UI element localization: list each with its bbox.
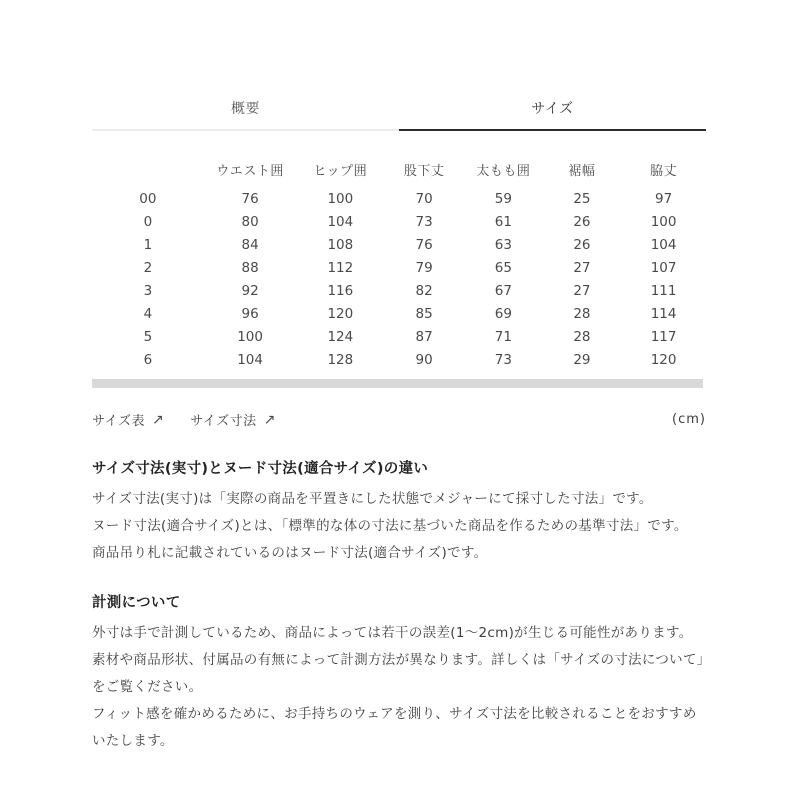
table-row xyxy=(92,325,706,348)
cell: 104 xyxy=(237,351,263,368)
size-label: 2 xyxy=(143,259,153,276)
cell: 28 xyxy=(573,305,591,322)
cell: 70 xyxy=(415,190,433,207)
cell: 26 xyxy=(573,236,591,253)
section-paragraph: ヌード寸法(適合サイズ)とは、「標準的な体の寸法に基づいた商品を作るための基準寸法」です。 xyxy=(92,518,688,534)
size-measure-link-label: サイズ寸法 xyxy=(190,414,257,429)
cell: 116 xyxy=(327,282,354,299)
section-heading: 計測について xyxy=(92,595,181,611)
cell: 100 xyxy=(327,190,354,207)
cell: 100 xyxy=(650,213,677,230)
external-link-arrow-icon: ↗ xyxy=(151,411,165,428)
cell: 71 xyxy=(494,328,512,345)
cell: 76 xyxy=(415,236,433,253)
cell: 65 xyxy=(494,259,512,276)
cell: 26 xyxy=(573,213,591,230)
cell: 104 xyxy=(327,213,354,230)
tab-bar xyxy=(92,100,706,131)
section-heading: サイズ寸法(実寸)とヌード寸法(適合サイズ)の違い xyxy=(92,461,429,477)
size-label: 4 xyxy=(143,305,153,322)
section-paragraph: サイズ寸法(実寸)は「実際の商品を平置きにした状態でメジャーにて採寸した寸法」です。 xyxy=(92,491,653,507)
cell: 108 xyxy=(327,236,354,253)
section-size-difference xyxy=(92,459,706,567)
cell: 87 xyxy=(415,328,433,345)
cell: 73 xyxy=(415,213,433,230)
table-row xyxy=(92,256,706,279)
table-horizontal-scrollbar[interactable] xyxy=(92,379,703,388)
cell: 124 xyxy=(327,328,354,345)
cell: 128 xyxy=(327,351,354,368)
cell: 59 xyxy=(494,190,512,207)
cell: 88 xyxy=(241,259,259,276)
cell: 82 xyxy=(415,282,433,299)
cell: 79 xyxy=(415,259,433,276)
table-header-row xyxy=(92,151,706,187)
cell: 120 xyxy=(650,351,677,368)
tab-size[interactable]: サイズ xyxy=(399,100,706,131)
size-label: 00 xyxy=(139,190,157,207)
cell: 85 xyxy=(415,305,433,322)
cell: 76 xyxy=(241,190,259,207)
inseam-column-header: 股下丈 xyxy=(403,163,445,179)
table-row xyxy=(92,210,706,233)
cell: 27 xyxy=(573,282,591,299)
table-row xyxy=(92,348,706,371)
waist-column-header: ウエスト囲 xyxy=(216,163,284,179)
cell: 107 xyxy=(650,259,677,276)
section-measurement xyxy=(92,593,706,755)
unit-label: (cm) xyxy=(672,412,706,427)
cell: 112 xyxy=(327,259,354,276)
cell: 67 xyxy=(494,282,512,299)
section-paragraph: フィット感を確かめるために、お手持ちのウェアを測り、サイズ寸法を比較されることをおすすめいたします。 xyxy=(92,706,697,749)
cell: 29 xyxy=(573,351,591,368)
cell: 120 xyxy=(327,305,354,322)
size-chart-link[interactable] xyxy=(92,410,164,429)
tab-overview[interactable]: 概要 xyxy=(92,100,399,131)
table-row xyxy=(92,279,706,302)
external-link-arrow-icon: ↗ xyxy=(263,411,276,428)
cell: 80 xyxy=(241,213,259,230)
thigh-column-header: 太もも囲 xyxy=(476,163,531,179)
cell: 63 xyxy=(494,236,512,253)
size-label: 1 xyxy=(143,236,153,253)
cell: 84 xyxy=(241,236,259,253)
size-label: 0 xyxy=(143,213,153,230)
cell: 111 xyxy=(650,282,677,299)
cell: 96 xyxy=(241,305,259,322)
table-footer-row xyxy=(92,410,706,429)
size-panel xyxy=(92,100,706,755)
size-table xyxy=(92,151,706,371)
size-label: 5 xyxy=(143,328,153,345)
table-row xyxy=(92,187,706,210)
size-chart-link-label: サイズ表 xyxy=(92,414,145,429)
cell: 114 xyxy=(650,305,677,322)
size-label: 6 xyxy=(143,351,153,368)
cell: 73 xyxy=(494,351,512,368)
cell: 117 xyxy=(650,328,677,345)
cell: 92 xyxy=(241,282,259,299)
section-paragraph: 商品吊り札に記載されているのはヌード寸法(適合サイズ)です。 xyxy=(92,545,488,561)
table-row xyxy=(92,302,706,325)
size-measure-link[interactable] xyxy=(190,410,276,429)
size-label: 3 xyxy=(143,282,153,299)
cell: 61 xyxy=(494,213,512,230)
cell: 100 xyxy=(237,328,263,345)
side-length-column-header: 脇丈 xyxy=(650,163,678,179)
cell: 104 xyxy=(650,236,677,253)
cell: 28 xyxy=(573,328,591,345)
hip-column-header: ヒップ囲 xyxy=(313,163,368,179)
cell: 27 xyxy=(573,259,591,276)
size-column-header xyxy=(92,151,204,187)
table-row xyxy=(92,233,706,256)
hem-width-column-header: 裾幅 xyxy=(568,163,596,179)
section-paragraph: 外寸は手で計測しているため、商品によっては若干の誤差(1〜2cm)が生じる可能性があります。 xyxy=(92,625,693,641)
cell: 69 xyxy=(494,305,512,322)
section-paragraph: 素材や商品形状、付属品の有無によって計測方法が異なります。詳しくは「サイズの寸法について」をご覧ください。 xyxy=(92,652,704,695)
cell: 97 xyxy=(655,190,673,207)
cell: 90 xyxy=(415,351,433,368)
cell: 25 xyxy=(573,190,591,207)
